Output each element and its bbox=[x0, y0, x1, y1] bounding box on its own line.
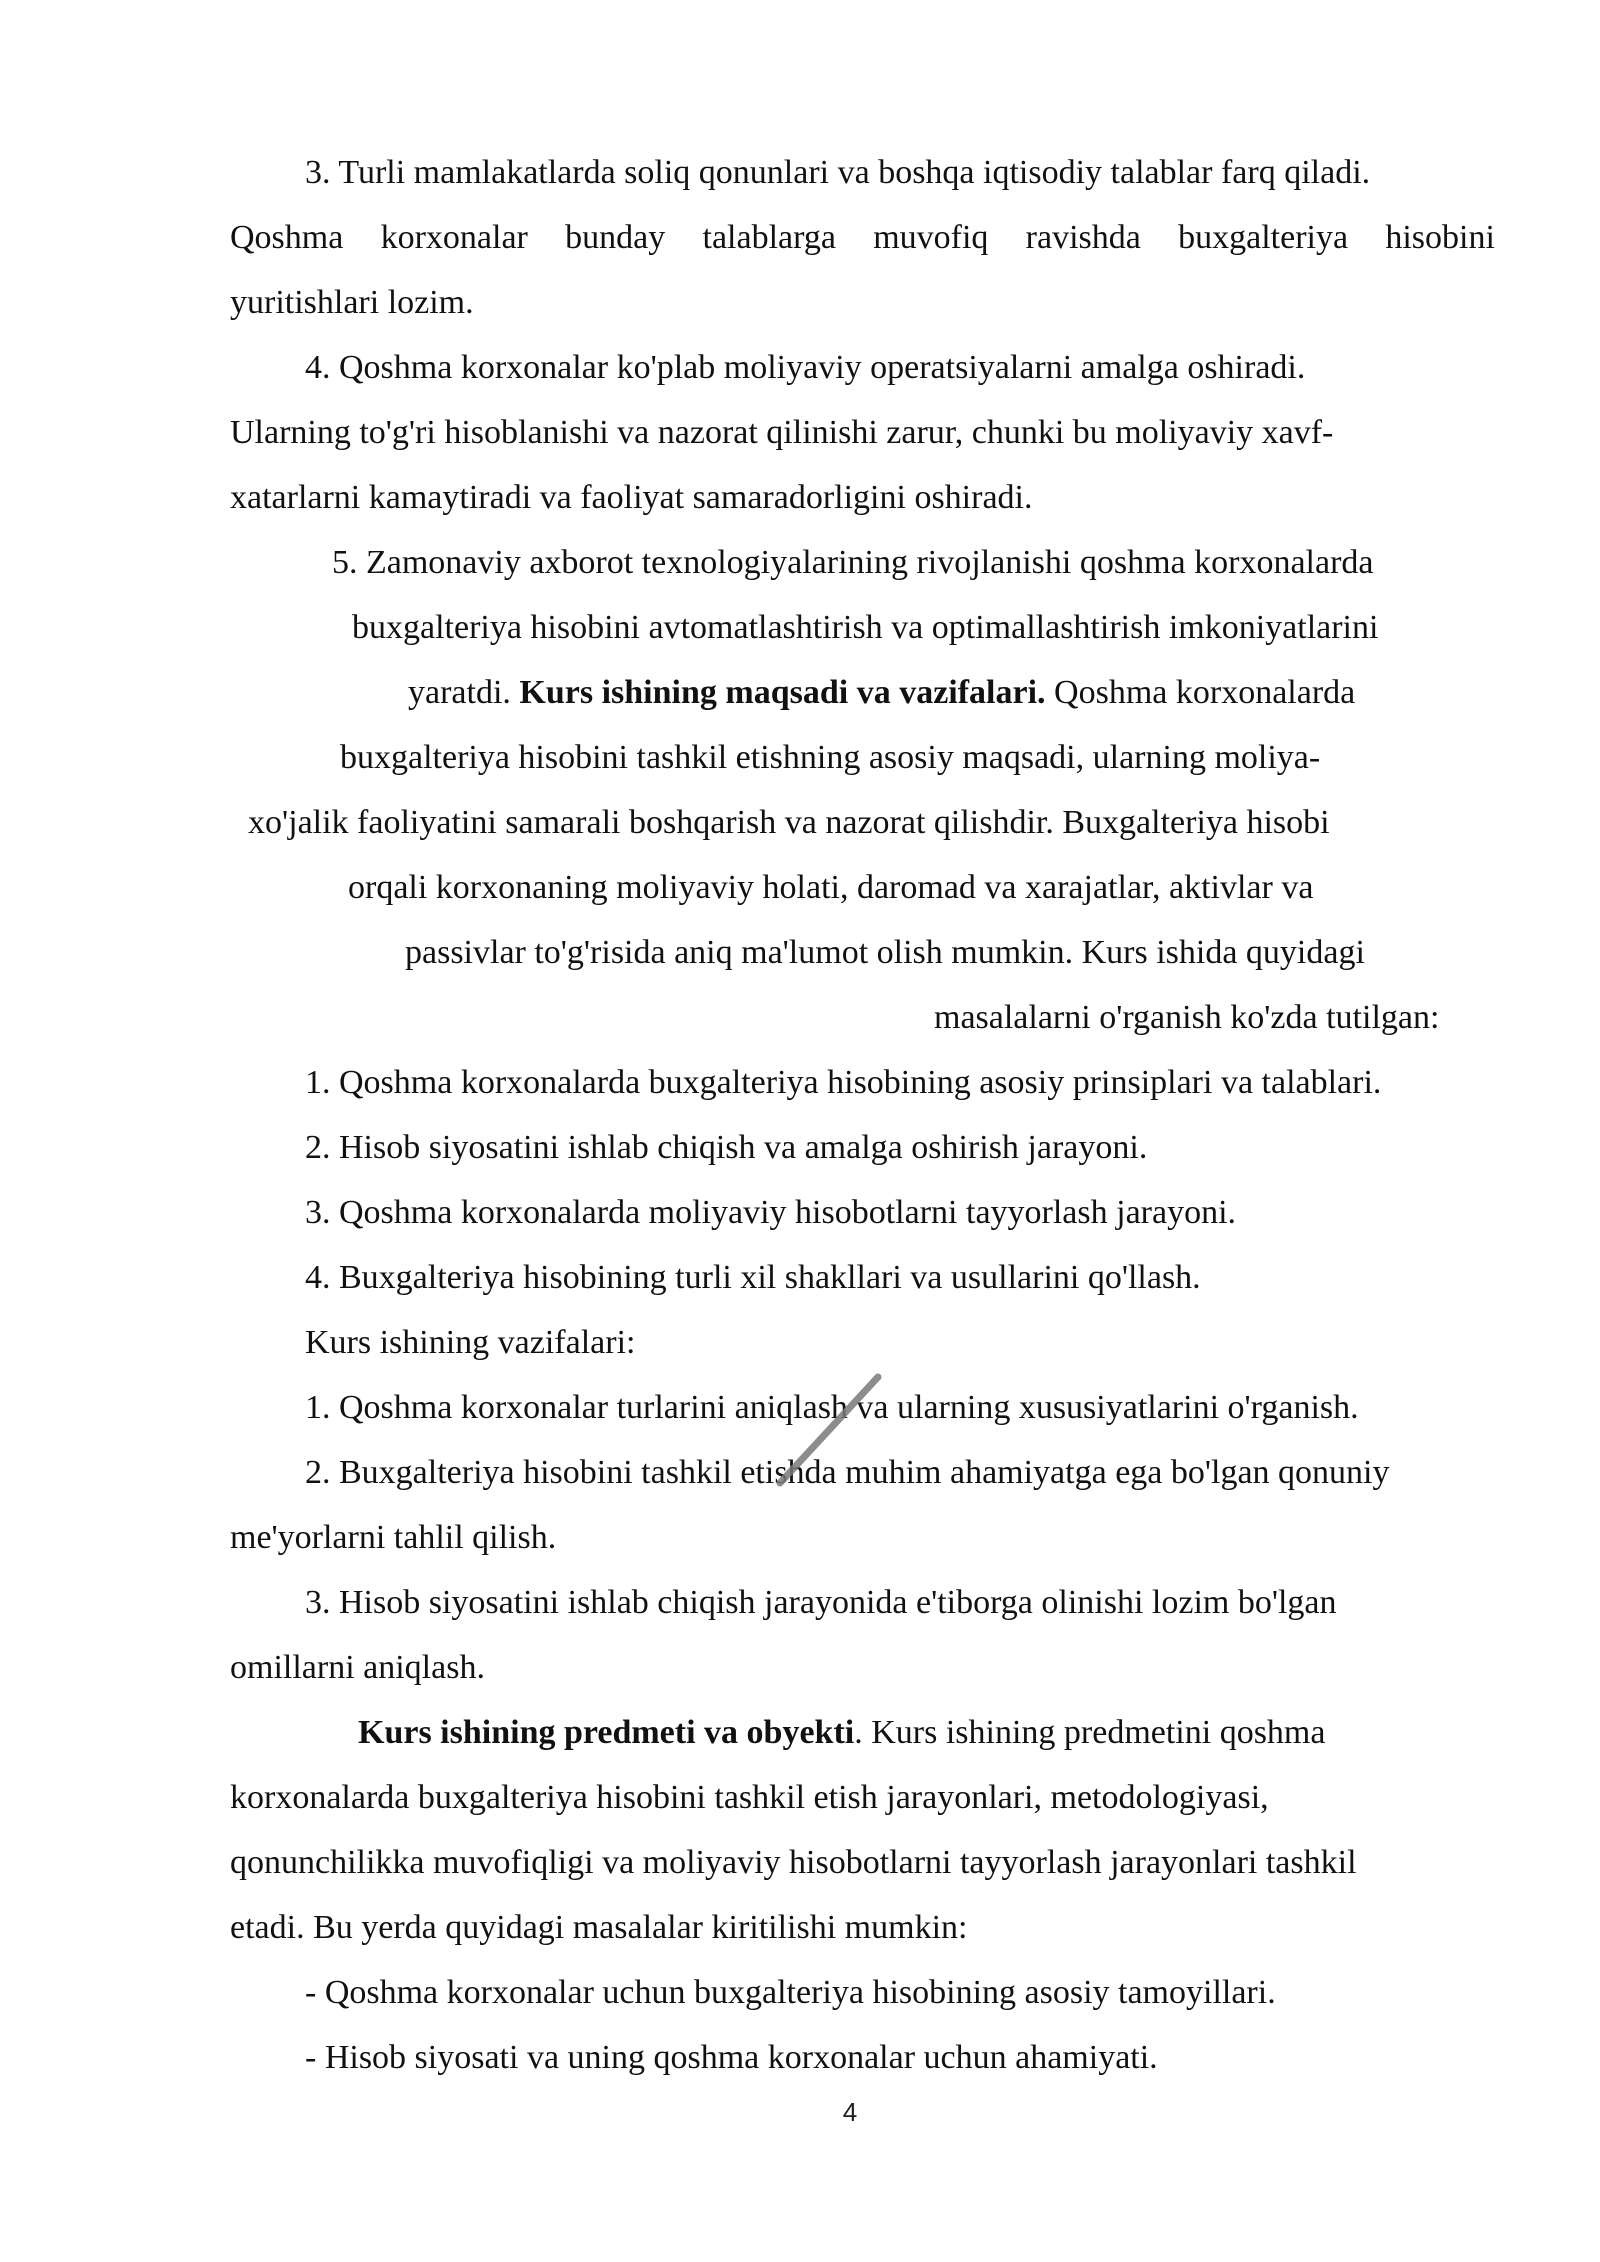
p4-line-2: Ularning to'g'ri hisoblanishi va nazorat qilinishi zarur, chunki bu moliyaviy xavf- bbox=[230, 414, 1334, 451]
task-item-1: 1. Qoshma korxonalarda buxgalteriya hisobining asosiy prinsiplari va talablari. bbox=[305, 1064, 1382, 1101]
p4-line-1: 4. Qoshma korxonalar ko'plab moliyaviy operatsiyalarni amalga oshiradi. bbox=[305, 349, 1306, 386]
pen-mark-icon bbox=[778, 1375, 888, 1485]
p3-line-2-text: Qoshma korxonalar bunday talablarga muvofiq ravishda buxgalteriya hisobini bbox=[230, 219, 1495, 256]
p5-line-7: passivlar to'g'risida aniq ma'lumot olish mumkin. Kurs ishida quyidagi bbox=[405, 934, 1365, 971]
predmet-line-3: qonunchilikka muvofiqligi va moliyaviy hisobotlarni tayyorlash jarayonlari tashkil bbox=[230, 1844, 1357, 1881]
section-heading-maqsad: Kurs ishining maqsadi va vazifalari. bbox=[519, 674, 1046, 711]
task-item-2: 2. Hisob siyosatini ishlab chiqish va amalga oshirish jarayoni. bbox=[305, 1129, 1148, 1166]
p5-line-1: 5. Zamonaviy axborot texnologiyalarining rivojlanishi qoshma korxonalarda bbox=[332, 544, 1374, 581]
vazifa-item-1: 1. Qoshma korxonalar turlarini aniqlash va ularning xususiyatlarini o'rganish. bbox=[305, 1389, 1359, 1426]
bullet-item-1: - Qoshma korxonalar uchun buxgalteriya hisobining asosiy tamoyillari. bbox=[305, 1974, 1276, 2011]
vazifa-item-3-line-2: omillarni aniqlash. bbox=[230, 1649, 485, 1686]
p5-line-3 bbox=[408, 660, 1355, 725]
bullet-item-2: - Hisob siyosati va uning qoshma korxonalar uchun ahamiyati. bbox=[305, 2039, 1158, 2076]
p4-line-3: xatarlarni kamaytiradi va faoliyat samaradorligini oshiradi. bbox=[230, 479, 1033, 516]
vazifa-item-2-line-2: me'yorlarni tahlil qilish. bbox=[230, 1519, 557, 1556]
predmet-line-2: korxonalarda buxgalteriya hisobini tashkil etish jarayonlari, metodologiyasi, bbox=[230, 1779, 1269, 1816]
p5-line-8: masalalarni o'rganish ko'zda tutilgan: bbox=[934, 999, 1440, 1036]
p5-line-6: orqali korxonaning moliyaviy holati, daromad va xarajatlar, aktivlar va bbox=[348, 869, 1314, 906]
predmet-line-1-post: . Kurs ishining predmetini qoshma bbox=[854, 1714, 1326, 1751]
predmet-line-1 bbox=[358, 1700, 1325, 1765]
task-item-3: 3. Qoshma korxonalarda moliyaviy hisobotlarni tayyorlash jarayoni. bbox=[305, 1194, 1237, 1231]
p3-line-2 bbox=[230, 205, 1495, 270]
vazifa-item-3-line-1: 3. Hisob siyosatini ishlab chiqish jarayonida e'tiborga olinishi lozim bo'lgan bbox=[305, 1584, 1337, 1621]
vazifa-item-2-line-1: 2. Buxgalteriya hisobini tashkil etishda muhim ahamiyatga ega bo'lgan qonuniy bbox=[305, 1454, 1390, 1491]
vazifalar-heading: Kurs ishining vazifalari: bbox=[305, 1324, 636, 1361]
p5-line-5: xo'jalik faoliyatini samarali boshqarish va nazorat qilishdir. Buxgalteriya hisobi bbox=[248, 804, 1330, 841]
p3-line-1: 3. Turli mamlakatlarda soliq qonunlari va boshqa iqtisodiy talablar farq qiladi. bbox=[305, 154, 1371, 191]
p5-line-3-post: Qoshma korxonalarda bbox=[1045, 674, 1356, 711]
task-item-4: 4. Buxgalteriya hisobining turli xil shakllari va usullarini qo'llash. bbox=[305, 1259, 1201, 1296]
page-number: 4 bbox=[842, 2097, 858, 2127]
p5-line-2: buxgalteriya hisobini avtomatlashtirish va optimallashtirish imkoniyatlarini bbox=[352, 609, 1379, 646]
section-heading-predmet: Kurs ishining predmeti va obyekti bbox=[358, 1714, 855, 1751]
p3-line-3: yuritishlari lozim. bbox=[230, 284, 474, 321]
predmet-line-4: etadi. Bu yerda quyidagi masalalar kiritilishi mumkin: bbox=[230, 1909, 968, 1946]
p5-line-4: buxgalteriya hisobini tashkil etishning asosiy maqsadi, ularning moliya- bbox=[340, 739, 1321, 776]
p5-line-3-pre: yaratdi. bbox=[408, 674, 520, 711]
